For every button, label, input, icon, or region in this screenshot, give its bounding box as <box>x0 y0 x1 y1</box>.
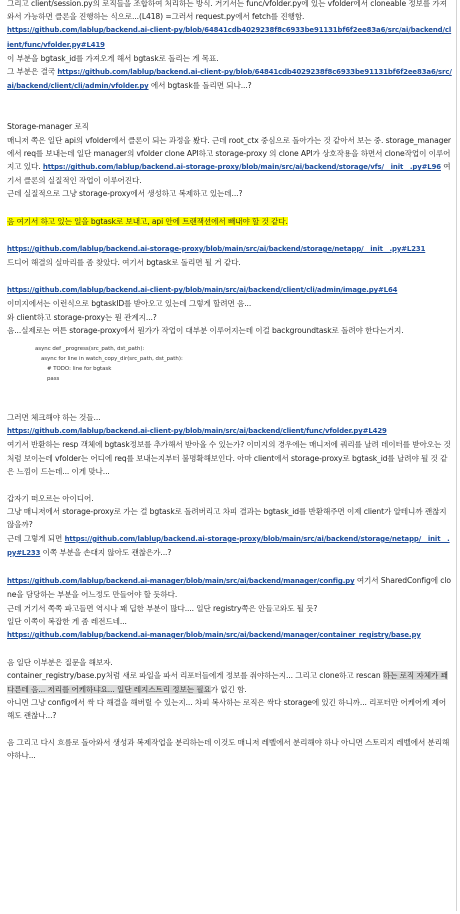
highlighted-note: 음 여기서 하고 있는 일을 bgtask로 보내고, api 안에 트랜잭션에서 빼내야 할 것 같다. <box>7 216 288 226</box>
paragraph: 매니저 쪽은 일단 api의 vfolder에서 클론이 되는 과정을 봤다. 근데 root_ctx 중심으로 돌아가는 것 같아서 보는 중. storage_manager에서 req를 보내는데 일단 manager의 vfolder clone API하고 storage-proxy 의 clone API가 상호작용을 하면서 clone작업이 이루어지고 있다. https://github.com/lablup/backend.ai-storage-proxy/blob/main/src/ai/backend/storage/vfs/__init__.py#L96 여기서 클론의 실질적인 작업이 이루어진다. <box>7 135 451 186</box>
paragraph: 이 부분을 bgtask_id를 가져오게 해서 bgtask로 돌리는 게 목표. <box>7 53 219 63</box>
paragraph: 그리고 client/session.py의 로직들을 조합하여 처리하는 방식. 거기서는 func/vfolder.py에 있는 vfolder에서 cloneable 정보를 가져와서 가능하면 클론을 진행하는 식으로...(L418) =그러서 request.py에서 fetch를 진행함. <box>7 0 447 22</box>
link[interactable]: https://github.com/lablup/backend.ai-client-py/blob/main/src/ai/backend/client/func/vfolder.py#L429 <box>7 427 387 436</box>
paragraph: 여기서 반환하는 resp 객체에 bgtask정보를 추가해서 받아올 수 있는가? 이미지의 경우에는 매니저에 쿼리를 날려 데이터를 받아오는 것처럼 보이는데 vfolder는 어디에 req를 보내는지부터 불명확해보인다. 아마 client에서 storage-proxy로 bgtask_id를 날려야 될 것 같은 느낌이 드는데... 이게 맞나... <box>7 440 451 476</box>
link[interactable]: https://github.com/lablup/backend.ai-manager/blob/main/src/ai/backend/manager/container_registry/base.py <box>7 630 421 639</box>
paragraph: 일단 이쪽이 복잡한 게 좀 레전드네... <box>7 616 127 626</box>
section-heading: Storage-manager 로직 <box>7 122 89 132</box>
code-line: async for line in watch_copy_dir(src_path, dst_path): <box>41 356 183 363</box>
code-line: pass <box>47 376 60 383</box>
link[interactable]: https://github.com/lablup/backend.ai-storage-proxy/blob/main/src/ai/backend/storage/vfs/__init__.py#L96 <box>42 163 441 172</box>
code-snippet <box>7 344 452 384</box>
paragraph: 아니면 그냥 config에서 싹 다 해결을 해버릴 수 있는지... 차피 복사하는 로직은 싹다 storage에 있긴 하니까... 리포터만 어케어케 제어해도 괜찮나...? <box>7 697 447 720</box>
selected-text: 하는 로직 자체가 꽤 다른데 음... 저리를 어케하냐요... 일단 레지스트리 정보는 필요 <box>7 671 448 694</box>
link[interactable]: https://github.com/lablup/backend.ai-manager/blob/main/src/ai/backend/manager/config.py <box>7 577 355 586</box>
paragraph: 갑자기 떠오르는 아이디어. <box>7 494 94 504</box>
paragraph: 음 일단 이부분은 질문을 해보자. <box>7 658 113 668</box>
paragraph: 근데 실질적으로 그냥 storage-proxy에서 생성하고 복제하고 있는데...? <box>7 189 243 199</box>
link[interactable]: https://github.com/lablup/backend.ai-client-py/blob/64841cdb4029238f8c6933be91131bf6f2ee83a6/src/ai/backend/client/cli/admin/vfolder.py <box>7 68 452 91</box>
paragraph: 그냥 매니저에서 storage-proxy로 가는 걸 bgtask로 돌려버리고 차피 결과는 bgtask_id를 반환해주면 이제 client가 알테니까 괜찮지 않을까? <box>7 507 447 530</box>
paragraph: 근데 거기서 쪽쪽 파고들면 역시나 꽤 딥한 부분이 많다.... 일단 registry쪽은 안들고와도 될 듯? <box>7 603 318 613</box>
code-line: # TODO: line for bgtask <box>47 366 112 373</box>
paragraph: 그러면 체크해야 하는 것들... <box>7 413 101 423</box>
paragraph: 와 client하고 storage-proxy는 뭔 관계지...? <box>7 312 157 322</box>
link[interactable]: https://github.com/lablup/backend.ai-client-py/blob/64841cdb4029238f8c6933be91131bf6f2ee83a6/src/ai/backend/client/func/vfolder.py#L419 <box>7 26 452 49</box>
page-edge <box>456 0 457 911</box>
paragraph: 그 부분은 결국 https://github.com/lablup/backend.ai-client-py/blob/64841cdb4029238f8c6933be91131bf6f2ee83a6/src/ai/backend/client/cli/admin/vfolder.py 에서 bgtask를 돌리면 되나...? <box>7 67 452 91</box>
paragraph: https://github.com/lablup/backend.ai-manager/blob/main/src/ai/backend/manager/config.py 여기서 SharedConfig에 clone을 담당하는 부분을 어느정도 만들어야 할 듯하다. <box>7 576 451 600</box>
paragraph: 음...실제로는 여튼 storage-proxy에서 뭔가가 작업이 대부분 이루어지는데 이걸 backgroundtask로 돌려야 한다는거지. <box>7 325 404 335</box>
code-line: async def _progress(src_path, dst_path): <box>35 346 145 353</box>
link[interactable]: https://github.com/lablup/backend.ai-client-py/blob/main/src/ai/backend/client/cli/admin/image.py#L64 <box>7 286 398 295</box>
link[interactable]: https://github.com/lablup/backend.ai-storage-proxy/blob/main/src/ai/backend/storage/netapp/__init__.py#L233 <box>7 534 450 557</box>
paragraph: 드디어 해결의 실마리를 좀 찾았다. 여기서 bgtask로 돌리면 될 거 같다. <box>7 258 241 268</box>
paragraph: 이미지에서는 이런식으로 bgtaskID를 받아오고 있는데 그렇게 할려면 음... <box>7 299 252 309</box>
paragraph: 근데 그렇게 되면 https://github.com/lablup/backend.ai-storage-proxy/blob/main/src/ai/backend/storage/netapp/__init__.py#L233 이쪽 부분을 손대지 않아도 괜찮은가...? <box>7 533 450 557</box>
paragraph: container_registry/base.py처럼 새로 파일을 파서 리포터들에게 정보를 줘야하는지... 그리고 clone하고 rescan 하는 로직 자체가 꽤 다른데 음... 저리를 어케하냐요... 일단 레지스트리 정보는 필요가 없긴 함. <box>7 671 448 694</box>
paragraph: 음 그리고 다시 흐름로 돌아와서 생성과 복제작업을 분리하는데 이것도 매니저 레벨에서 분리해야 하나 아니면 스토리지 레벨에서 분리해야하나... <box>7 738 450 761</box>
link[interactable]: https://github.com/lablup/backend.ai-storage-proxy/blob/main/src/ai/backend/storage/netapp/__init__.py#L231 <box>7 244 426 253</box>
